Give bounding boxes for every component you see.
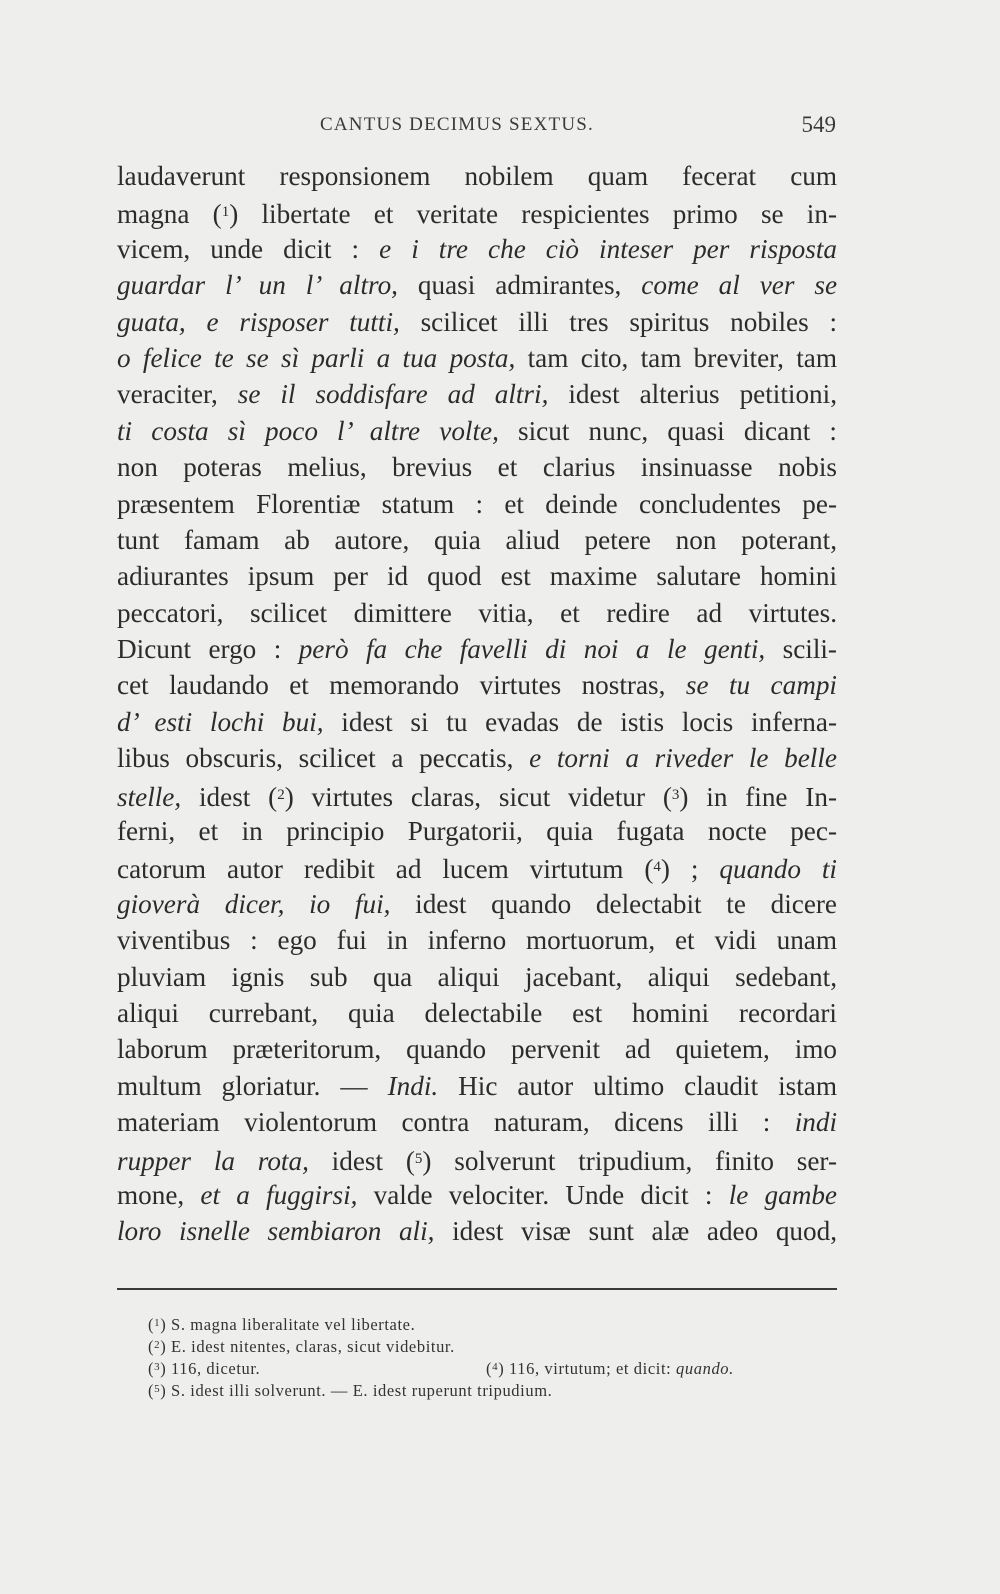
footnote-rule [117,1288,837,1290]
text-line [117,595,837,631]
footnote-ref: 2 [277,786,285,803]
quoted-verse: ti costa sì poco l’ altre volte, [117,415,499,446]
text-line [117,522,837,558]
prose: idest ( [181,781,278,812]
quoted-verse: guardar l’ un l’ altro, [117,270,398,301]
prose: laudaverunt responsionem nobilem quam fecerat cum [117,161,837,191]
text-line [117,667,837,703]
prose: pluviam ignis sub qua aliqui jacebant, aliqui sedebant, [117,961,837,992]
text-line [117,1177,837,1213]
page-number: 549 [801,112,836,137]
text-line [117,813,837,849]
prose: idest visæ sunt alæ adeo quod, [434,1216,838,1247]
footnote-3-4: ($^3$) 116, dicetur. ($^4$) 116, virtutum; et dicit: quando. [148,1356,808,1378]
quoted-verse: guata, e risposer tutti, [117,306,400,337]
prose: idest quando delectabit te dicere [390,888,838,919]
prose: laborum præteritorum, quando pervenit ad quietem, imo [117,1034,837,1065]
quoted-verse: come al ver se [641,270,838,301]
text-line [117,704,837,740]
prose: mone, [117,1179,201,1210]
text-line [117,1068,837,1104]
text-line [117,740,837,776]
text-line [117,267,837,303]
quoted-verse: et a fuggirsi, [200,1179,358,1210]
prose: materiam violentorum contra naturam, dicens illi : [117,1107,795,1138]
text-line [117,959,837,995]
prose: ) virtutes claras, sicut videtur ( [284,781,672,812]
prose: non poteras melius, brevius et clarius insinuasse nobis [117,452,837,483]
text-line [117,486,837,522]
page-header [118,114,836,146]
text-line [117,413,837,449]
quoted-verse: d’ esti lochi bui, [117,706,324,737]
quoted-verse: gioverà dicer, io fui, [117,888,391,919]
footnote-ref: 4 [653,859,661,876]
prose: ) solverunt tripudium, finito ser- [422,1145,837,1176]
text-line [117,849,837,885]
prose: adiurantes ipsum per id quod est maxime salutare homini [117,561,837,592]
prose: idest ( [308,1145,415,1176]
quoted-verse: Indi. [387,1070,439,1101]
text-line [117,304,837,340]
prose: tunt famam ab autore, quia aliud petere non poterant, [117,524,837,555]
prose: aliqui currebant, quia delectabile est homini recordari [117,997,837,1028]
footnote-ref: 3 [671,786,680,803]
footnote-ref: 5 [414,1150,423,1167]
prose: idest alterius petitioni, [548,379,837,410]
text-line [117,231,837,267]
quoted-verse: rupper la rota, [117,1145,309,1176]
footnote-2: ($^2$) E. idest nitentes, claras, sicut videbitur. [148,1337,455,1356]
prose: ) ; [660,854,720,885]
prose: quasi admirantes, [397,270,642,301]
text-line [117,340,837,376]
prose: scilicet illi tres spiritus nobiles : [399,306,837,337]
quoted-verse: indi [794,1107,837,1138]
prose: ) libertate et veritate respicientes primo se in- [229,199,837,230]
quoted-verse: se tu campi [685,670,837,701]
prose: præsentem Florentiæ statum : et deinde concludentes pe- [117,488,837,519]
prose: sicut nunc, quasi dicant : [498,415,837,446]
prose: peccatori, scilicet dimittere vitia, et redire ad virtutes. [117,597,837,628]
text-line [117,376,837,412]
text-line [117,194,837,230]
prose: valde velociter. Unde dicit : [357,1179,729,1210]
commentary-body [117,158,837,1250]
footnote-1: ($^1$) S. magna liberalitate vel libertate. [148,1315,416,1334]
prose: vicem, unde dicit : [117,233,380,264]
prose: veraciter, [117,379,238,410]
text-line [117,1141,837,1177]
prose: cet laudando et memorando virtutes nostras, [117,670,686,701]
footnotes [148,1312,808,1400]
prose: Dicunt ergo : [117,634,299,665]
quoted-verse: stelle, [117,781,182,812]
text-line [117,631,837,667]
text-line [117,995,837,1031]
quoted-verse: se il soddisfare ad altri, [237,379,549,410]
prose: ferni, et in principio Purgatorii, quia fugata nocte pec- [117,816,837,847]
text-line [117,158,837,194]
quoted-verse: e torni a riveder le belle [529,743,837,774]
prose: ) in fine In- [679,781,838,812]
text-line [117,1031,837,1067]
text-line [117,886,837,922]
prose: magna ( [117,199,222,230]
prose: idest si tu evadas de istis locis inferna- [323,706,838,737]
footnote-ref: 1 [221,204,230,221]
footnote-5: ($^5$) S. idest illi solverunt. — E. idest ruperunt tripudium. [148,1381,553,1400]
running-title: CANTUS DECIMUS SEXTUS. [320,114,594,135]
quoted-verse: loro isnelle sembiaron ali, [117,1216,435,1247]
prose: catorum autor redibit ad lucem virtutum ( [117,854,654,885]
prose: tam cito, tam breviter, tam [515,342,837,373]
prose: scili- [765,634,837,665]
quoted-verse: quando ti [719,854,837,885]
text-line [117,922,837,958]
prose: Hic autor ultimo claudit istam [438,1070,837,1101]
text-line [117,1104,837,1140]
text-line [117,449,837,485]
quoted-verse: o felice te se sì parli a tua posta, [117,342,516,373]
footnote-4: ($^4$) 116, virtutum; et dicit: quando. [486,1359,734,1378]
quoted-verse: le gambe [728,1179,837,1210]
text-line [117,1213,837,1249]
text-line [117,558,837,594]
quoted-verse: però fa che favelli di noi a le genti, [298,634,766,665]
text-line [117,777,837,813]
prose: libus obscuris, scilicet a peccatis, [117,743,530,774]
prose: multum gloriatur. — [117,1070,388,1101]
prose: viventibus : ego fui in inferno mortuorum, et vidi unam [117,925,837,956]
quoted-verse: e i tre che ciò inteser per risposta [379,233,837,264]
